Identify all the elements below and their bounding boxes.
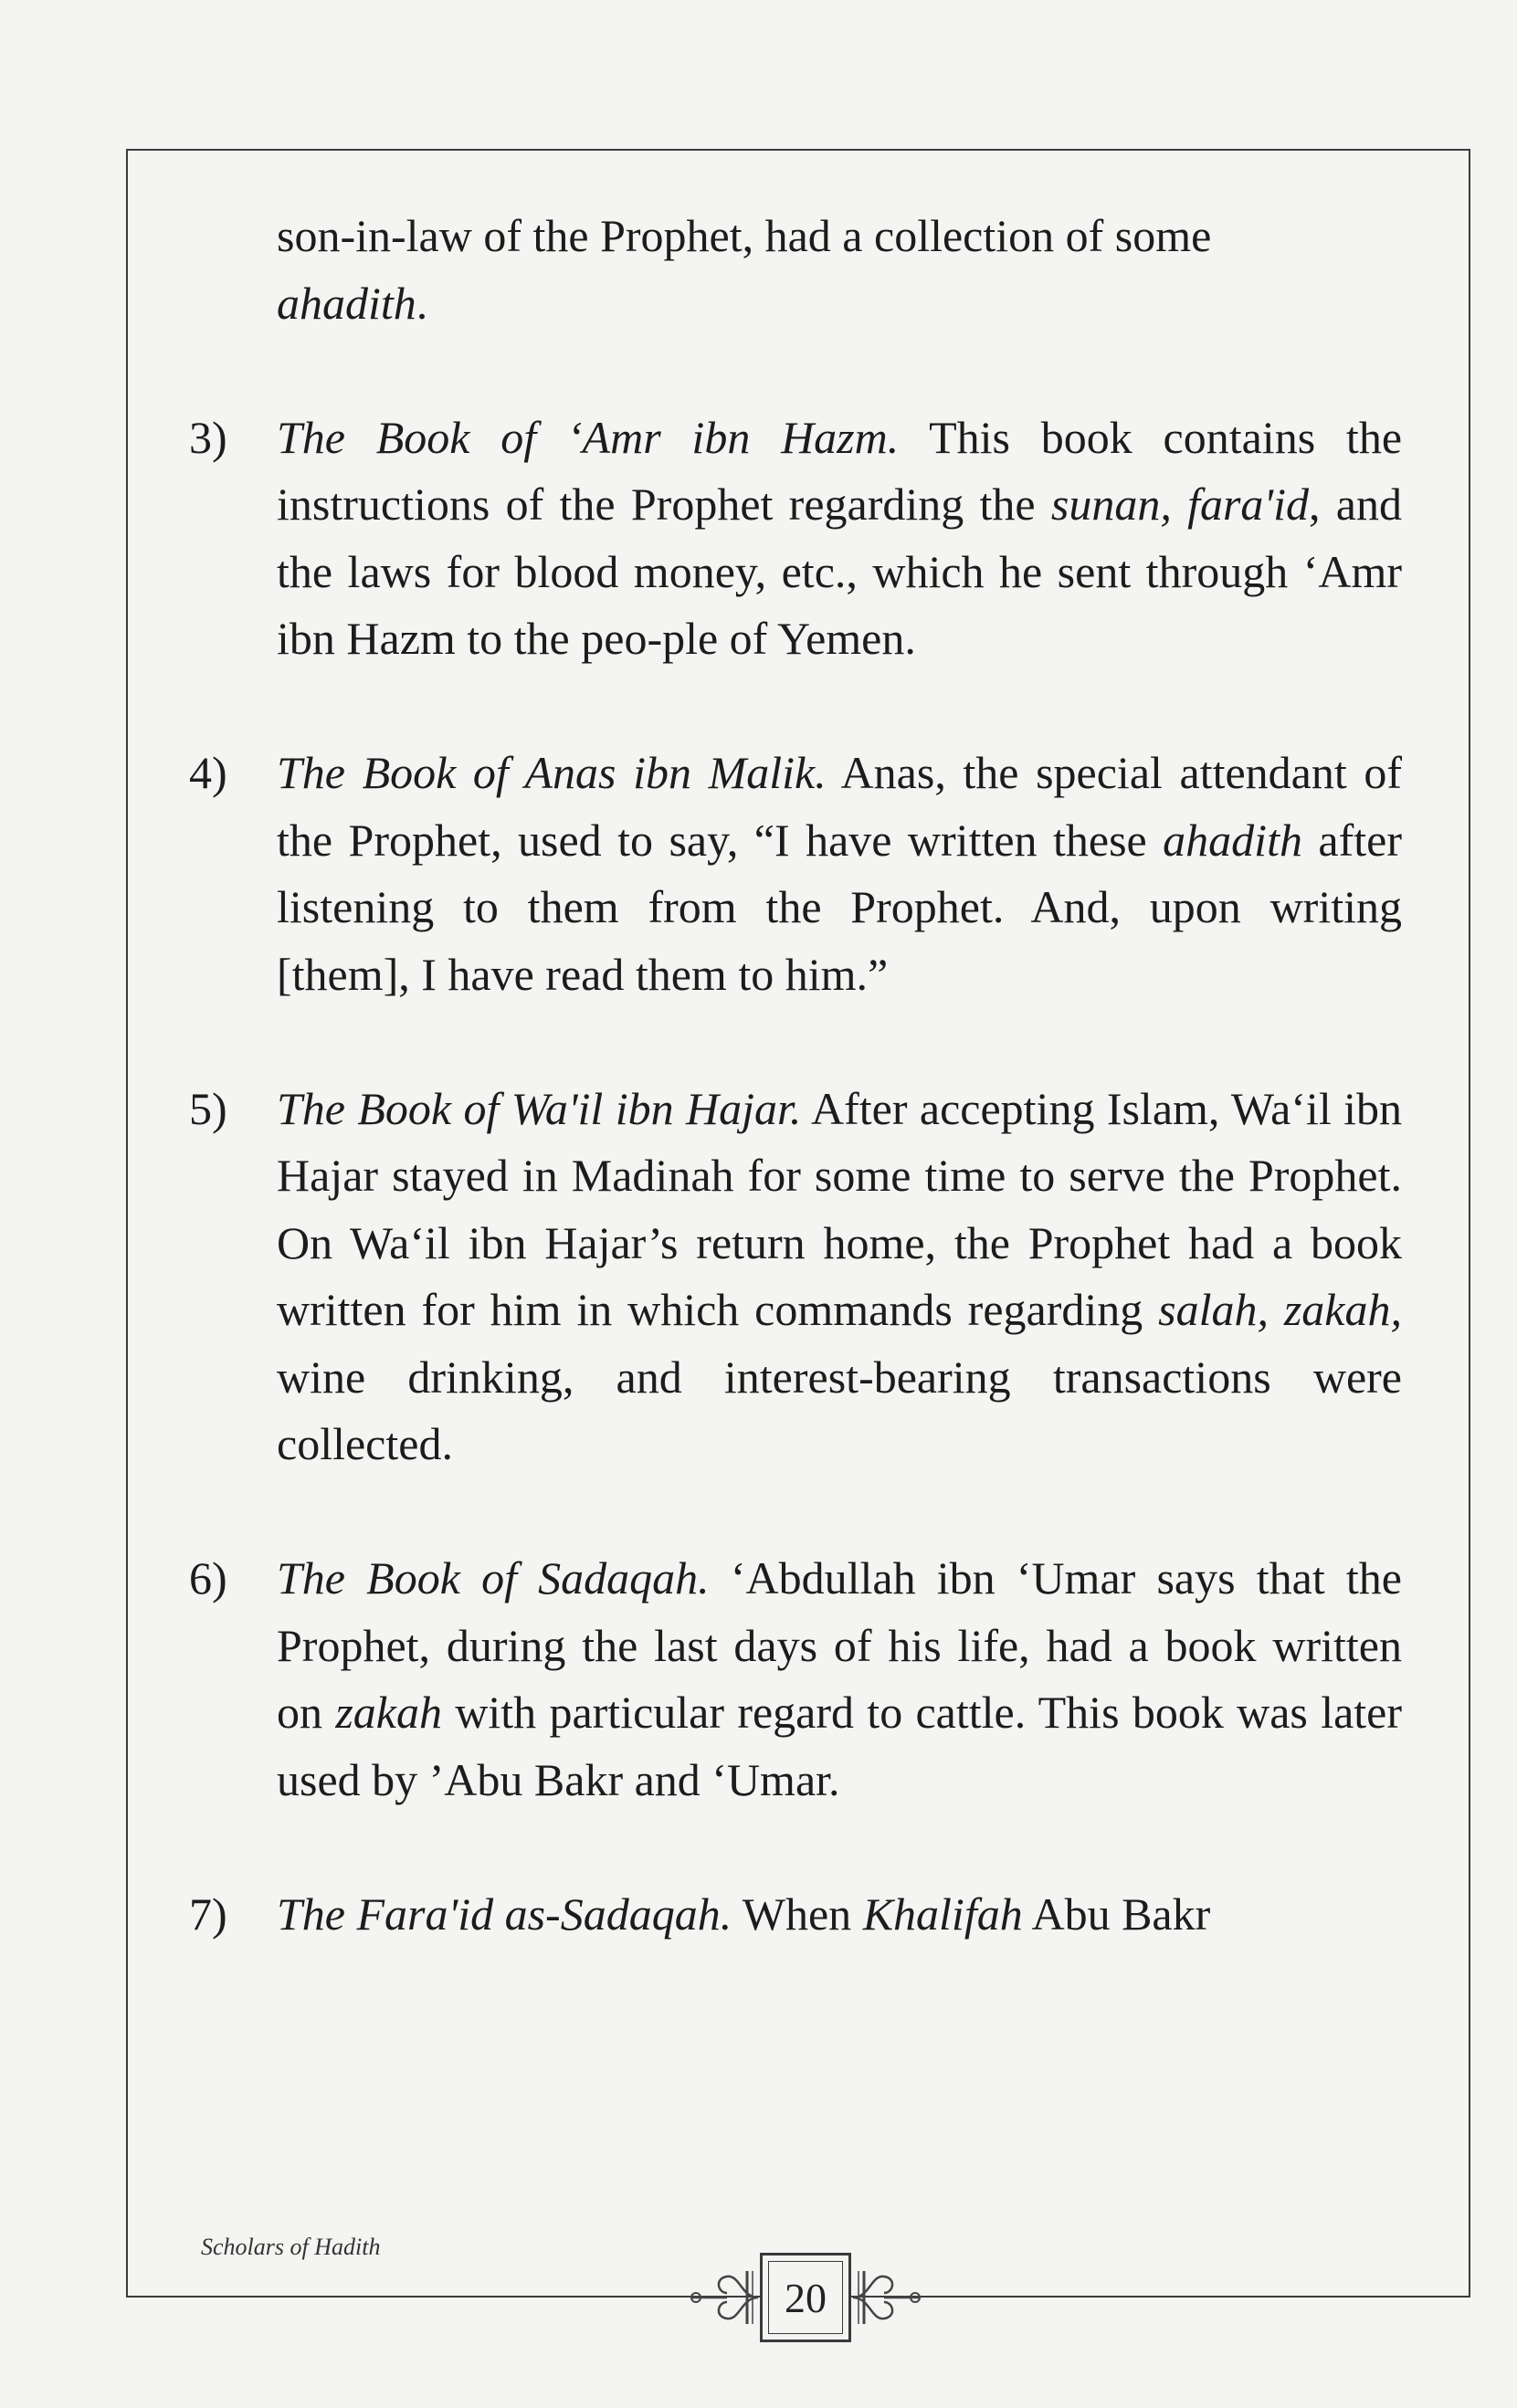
- italic-term: zakah: [335, 1687, 442, 1738]
- italic-term: The Book of Sadaqah.: [277, 1552, 710, 1604]
- list-item-text: The Fara'id as-Sadaqah. When Khalifah Abu Bakr: [277, 1887, 1211, 1940]
- list-item-text: The Book of Anas ibn Malik. Anas, the special attendant of the Prophet, used to say, “I have written these ahadith after listening to them from the Prophet. And, upon writing [them], I have read them to him.”: [277, 747, 1402, 1000]
- italic-term: ahadith: [1163, 814, 1302, 866]
- list-item: [189, 405, 1402, 673]
- italic-term: The Fara'id as-Sadaqah.: [277, 1887, 732, 1940]
- list-item: [189, 1076, 1402, 1478]
- italic-term: sunan, fara'id: [1050, 478, 1310, 530]
- italic-term: Khalifah: [862, 1887, 1023, 1940]
- running-footer-title: Scholars of Hadith: [201, 2234, 381, 2260]
- italic-term: The Book of Anas ibn Malik.: [277, 747, 827, 798]
- list-item-number: 3): [189, 411, 227, 463]
- italic-term: ahadith: [277, 277, 416, 329]
- list-item: [189, 740, 1402, 1008]
- list-item: [189, 203, 1402, 337]
- page-number-ornament: [687, 2253, 924, 2342]
- page-body: [189, 203, 1402, 1948]
- list-item-text: The Book of ‘Amr ibn Hazm. This book contains the instructions of the Prophet regarding the sunan, fara'id, and the laws for blood money, etc., which he sent through ‘Amr ibn Hazm to the peo-ple of Yemen.: [277, 411, 1403, 664]
- page-number-box: [760, 2253, 851, 2342]
- italic-term: The Book of Wa'il ibn Hajar.: [277, 1082, 802, 1134]
- left-ornament-icon: [687, 2266, 760, 2329]
- page-number: 20: [785, 2274, 827, 2321]
- list-item-text: son-in-law of the Prophet, had a collection of some ahadith.: [277, 210, 1212, 329]
- list-item-number: 5): [189, 1082, 227, 1134]
- list-item-number: 7): [189, 1887, 227, 1940]
- list-item: [189, 1881, 1402, 1949]
- italic-term: salah, zakah,: [1158, 1284, 1402, 1335]
- italic-term: The Book of ‘Amr ibn Hazm.: [277, 411, 900, 463]
- list-item: [189, 1545, 1402, 1814]
- list-item-text: The Book of Wa'il ibn Hajar. After accepting Islam, Wa‘il ibn Hajar stayed in Madinah for some time to serve the Prophet. On Wa‘il ibn Hajar’s return home, the Prophet had a book written for him in which commands regarding salah, zakah, wine drinking, and interest-bearing transactions were collected.: [277, 1082, 1402, 1469]
- right-ornament-icon: [851, 2266, 924, 2329]
- list-item-number: 4): [189, 747, 227, 798]
- list-item-number: 6): [189, 1552, 227, 1604]
- list-item-text: The Book of Sadaqah. ‘Abdullah ibn ‘Umar says that the Prophet, during the last days of his life, had a book written on zakah with particular regard to cattle. This book was later used by ’Abu Bakr and ‘Umar.: [277, 1552, 1403, 1805]
